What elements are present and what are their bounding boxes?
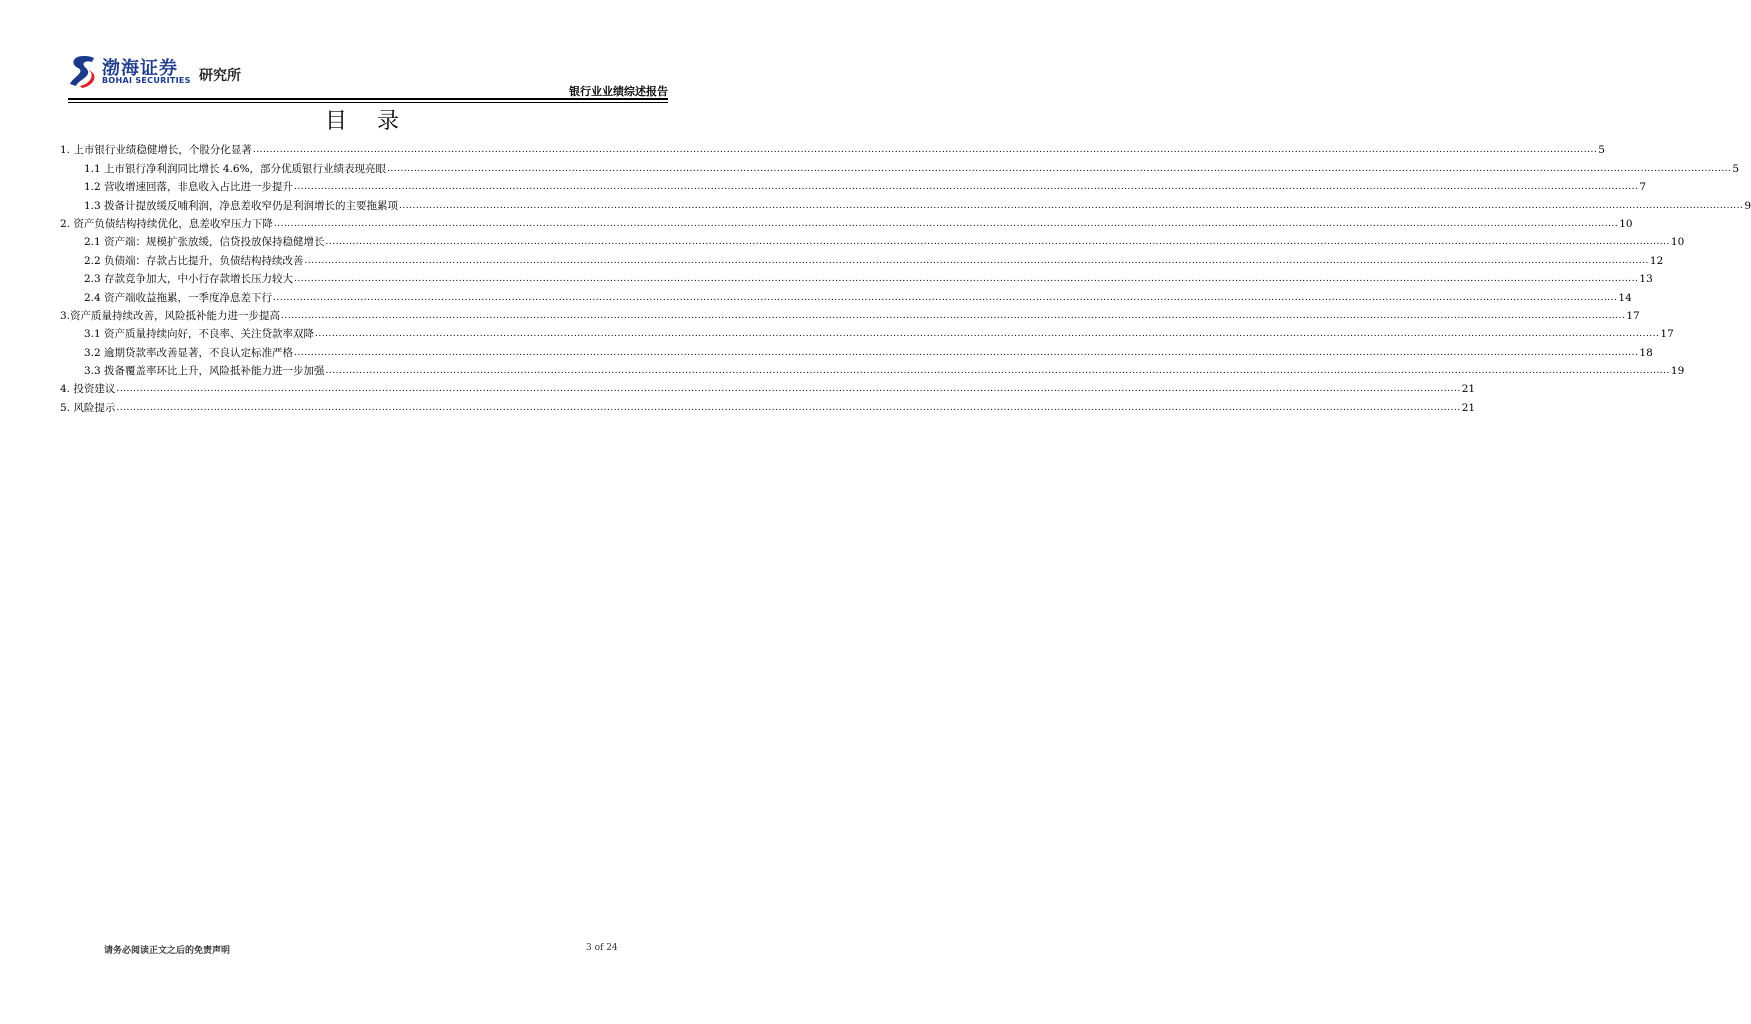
toc-entry[interactable] (60, 378, 1476, 396)
logo-chinese-name: 渤海证券 (102, 58, 178, 79)
toc-entry-title: 2.4 资产端收益拖累，一季度净息差下行 (84, 291, 273, 304)
toc-entry-page: 10 (1619, 217, 1633, 230)
toc-leader-dots: ................................................................................................................................................................................................................................................................................................................................................................................................................ (116, 384, 1461, 395)
toc-entry-page: 5 (1732, 162, 1740, 175)
toc-leader-dots: ................................................................................................................................................................................................................................................................................................................................................................................................................ (325, 237, 1670, 248)
toc-entry-page: 9 (1744, 199, 1751, 212)
toc-entry-title: 2.1 资产端：规模扩张放缓，信贷投放保持稳健增长 (84, 236, 325, 249)
toc-entry-title: 1. 上市银行业绩稳健增长，个股分化显著 (60, 144, 252, 157)
toc-leader-dots: ................................................................................................................................................................................................................................................................................................................................................................................................................ (304, 255, 1649, 266)
toc-title: 目录 (324, 109, 429, 134)
toc-leader-dots: ................................................................................................................................................................................................................................................................................................................................................................................................................ (294, 182, 1639, 193)
toc-entry[interactable] (60, 139, 1605, 157)
toc-entry[interactable] (60, 341, 1653, 359)
toc-entry-title: 1.3 拨备计提放缓反哺利润，净息差收窄仍是利润增长的主要拖累项 (84, 199, 399, 212)
toc-leader-dots: ................................................................................................................................................................................................................................................................................................................................................................................................................ (252, 145, 1598, 156)
toc-entry-page: 7 (1639, 181, 1647, 194)
toc-entry-title: 5. 风险提示 (60, 401, 116, 414)
toc-entry-page: 17 (1626, 309, 1640, 322)
toc-entry-title: 3.资产质量持续改善，风险抵补能力进一步提高 (60, 309, 281, 322)
logo-english-name: BOHAI SECURITIES (102, 76, 191, 85)
toc-leader-dots: ................................................................................................................................................................................................................................................................................................................................................................................................................ (273, 218, 1619, 229)
toc-entry-page: 13 (1639, 273, 1653, 286)
toc-entry-page: 12 (1649, 254, 1664, 267)
toc-entry-page: 17 (1660, 328, 1674, 341)
toc-entry-page: 21 (1461, 383, 1476, 396)
header-rule-thick (68, 98, 668, 100)
toc-entry-title: 3.3 拨备覆盖率环比上升，风险抵补能力进一步加强 (84, 365, 325, 378)
footer-disclaimer: 请务必阅读正文之后的免责声明 (104, 946, 231, 956)
toc-entry[interactable] (60, 286, 1632, 304)
footer-page-number: 3 of 24 (586, 943, 618, 953)
toc-entry[interactable] (60, 396, 1476, 414)
toc-leader-dots: ................................................................................................................................................................................................................................................................................................................................................................................................................ (325, 366, 1670, 377)
header-rule-thin (68, 102, 668, 103)
page-header (68, 54, 668, 100)
toc-leader-dots: ................................................................................................................................................................................................................................................................................................................................................................................................................ (399, 200, 1744, 211)
toc-entry-page: 10 (1670, 236, 1685, 249)
toc-entry-title: 2.3 存款竞争加大，中小行存款增长压力较大 (84, 273, 294, 286)
toc-entry[interactable] (60, 213, 1633, 231)
toc-entry-title: 1.2 营收增速回落，非息收入占比进一步提升 (84, 181, 294, 194)
toc-leader-dots: ................................................................................................................................................................................................................................................................................................................................................................................................................ (294, 274, 1639, 285)
toc-entry[interactable] (60, 231, 1685, 249)
toc-leader-dots: ................................................................................................................................................................................................................................................................................................................................................................................................................ (281, 310, 1626, 321)
toc-entry-title: 3.1 资产质量持续向好，不良率、关注贷款率双降 (84, 328, 315, 341)
toc-entry-page: 18 (1639, 346, 1653, 359)
toc-entry-title: 2.2 负债端：存款占比提升，负债结构持续改善 (84, 254, 304, 267)
toc-leader-dots: ................................................................................................................................................................................................................................................................................................................................................................................................................ (315, 329, 1660, 340)
toc-entry-title: 3.2 逾期贷款率改善显著，不良认定标准严格 (84, 346, 294, 359)
toc-entry-page: 19 (1670, 365, 1685, 378)
toc-entry-title: 1.1 上市银行净利润同比增长 4.6%，部分优质银行业绩表现亮眼 (84, 162, 387, 175)
toc-entry[interactable] (60, 176, 1647, 194)
toc-entry-title: 4. 投资建议 (60, 383, 116, 396)
toc-entry-title: 2. 资产负债结构持续优化，息差收窄压力下降 (60, 217, 273, 230)
toc-leader-dots: ................................................................................................................................................................................................................................................................................................................................................................................................................ (294, 347, 1639, 358)
toc-entry[interactable] (60, 323, 1674, 341)
institute-label: 研究所 (199, 68, 241, 84)
report-type-label: 银行业业绩综述报告 (569, 85, 668, 98)
toc-entry[interactable] (60, 360, 1685, 378)
toc-leader-dots: ................................................................................................................................................................................................................................................................................................................................................................................................................ (273, 292, 1618, 303)
toc-leader-dots: ................................................................................................................................................................................................................................................................................................................................................................................................................ (116, 402, 1461, 413)
toc-entry-page: 14 (1618, 291, 1632, 304)
toc-leader-dots: ................................................................................................................................................................................................................................................................................................................................................................................................................ (387, 163, 1732, 174)
toc-entry-page: 21 (1461, 401, 1476, 414)
toc-entry[interactable] (60, 268, 1653, 286)
bohai-logo-icon (68, 54, 98, 88)
toc-entry[interactable] (60, 305, 1640, 323)
toc-entry[interactable] (60, 249, 1664, 267)
table-of-contents (60, 139, 1751, 415)
toc-entry-page: 5 (1598, 144, 1605, 157)
toc-entry[interactable] (60, 157, 1740, 175)
toc-entry[interactable] (60, 194, 1751, 212)
